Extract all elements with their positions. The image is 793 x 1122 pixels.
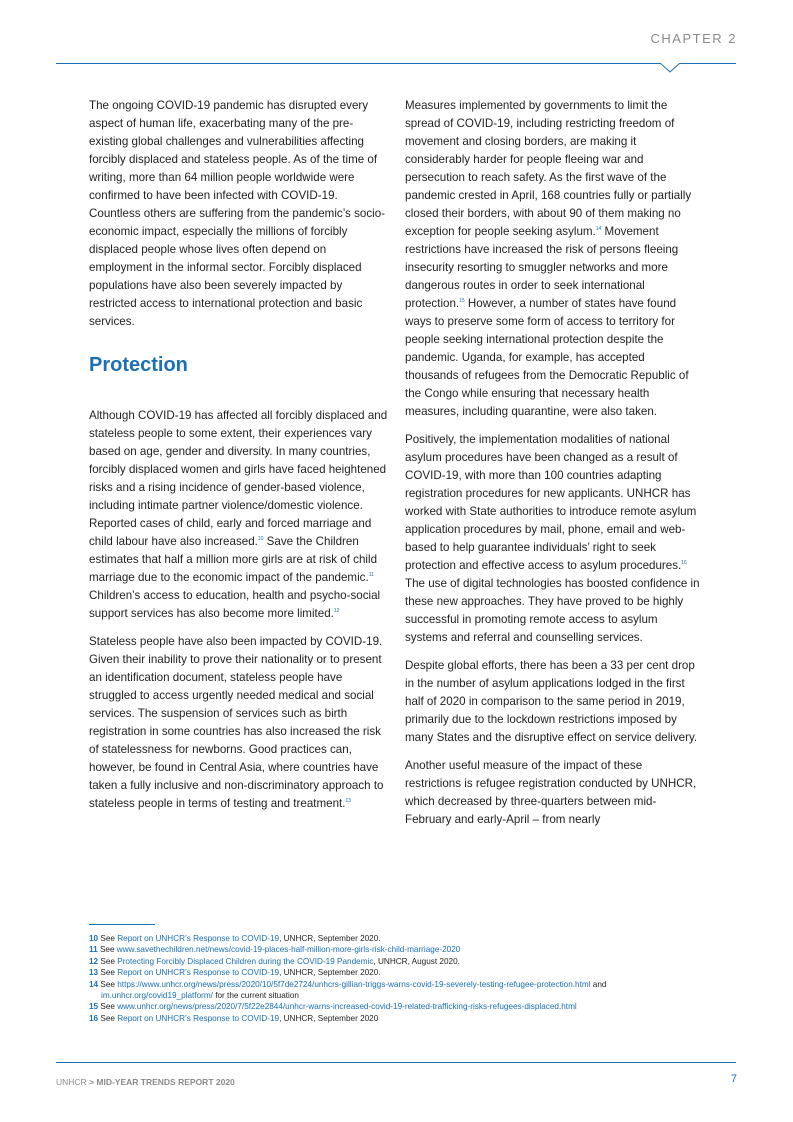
right-column: [405, 97, 701, 839]
measures-paragraph: Measures implemented by governments to limit the spread of COVID-19, including restricting freedom of movement and closing borders, are making it considerably harder for people fleeing war and persecution to reach safety. As the first wave of the pandemic crested in April, 168 countries fully or partially closed their borders, with about 90 of them making no exception for people seeking asylum.$^{14}$ Movement restrictions have increased the risk of persons fleeing insecurity resorting to smuggler networks and more dangerous routes in order to seek international protection.$^{15}$ However, a number of states have found ways to preserve some form of access to territory for people seeking international protection despite the pandemic. Uganda, for example, has accepted thousands of refugees from the Democratic Republic of the Congo while ensuring that necessary health measures, including quarantine, were also taken.: [405, 99, 692, 418]
footnote-item: 14 See https://www.unhcr.org/news/press/2020/10/5f7de2724/unhcrs-gillian-triggs-warns-covid-19-severely-testing-refugee-protection.html and im.unhcr.org/covid19_platform/ for the current situation: [89, 979, 607, 1001]
footnote-link[interactable]: Report on UNHCR’s Response to COVID-19: [117, 968, 280, 978]
footnote-item: 11 See www.savethechildren.net/news/covid-19-places-half-million-more-girls-risk-child-marriage-2020: [89, 945, 461, 955]
intro-paragraph: The ongoing COVID-19 pandemic has disrupted every aspect of human life, exacerbating many of the pre-existing global challenges and vulnerabilities affecting forcibly displaced and stateless people. As of the time of writing, more than 64 million people worldwide were confirmed to have been infected with COVID-19. Countless others are suffering from the pandemic’s socio-economic impact, especially the millions of forcibly displaced people whose lives often depend on employment in the informal sector. Forcibly displaced populations have also been severely impacted by restricted access to international protection and basic services.: [89, 99, 386, 328]
footnote-link[interactable]: www.unhcr.org/news/press/2020/7/5f22e2844/unhcr-warns-increased-covid-19-related-trafficking-risks-refugees-displaced.html: [117, 1002, 577, 1012]
footnote-link[interactable]: im.unhcr.org/covid19_platform/: [101, 991, 213, 1001]
footnote-link[interactable]: https://www.unhcr.org/news/press/2020/10/5f7de2724/unhcrs-gillian-triggs-warns-covid-19-severely-testing-refugee-protection.html: [117, 979, 591, 989]
footnote-ref[interactable]: 15: [459, 298, 465, 305]
footnote-link[interactable]: Protecting Forcibly Displaced Children during the COVID-19 Pandemic: [117, 956, 374, 966]
footnote-ref[interactable]: 13: [345, 798, 352, 805]
left-column: [89, 97, 389, 823]
footnote-link[interactable]: Report on UNHCR’s Response to COVID-19: [117, 934, 280, 943]
footnote-item: 12 See Protecting Forcibly Displaced Children during the COVID-19 Pandemic, UNHCR, August 2020.: [89, 956, 460, 966]
footnote-item: 10 See Report on UNHCR’s Response to COVID-19, UNHCR, September 2020.: [89, 934, 381, 943]
registration-paragraph: Another useful measure of the impact of these restrictions is refugee registration conducted by UNHCR, which decreased by three-quarters between mid-February and early-April – from nearly: [405, 759, 697, 826]
footnote-ref[interactable]: 11: [368, 572, 374, 579]
footnote-link[interactable]: Report on UNHCR’s Response to COVID-19: [117, 1013, 280, 1023]
page-number: 7: [730, 1073, 737, 1085]
footer-rule: [56, 1062, 736, 1063]
chapter-label: CHAPTER 2: [650, 31, 737, 46]
footnote-item: 13 See Report on UNHCR’s Response to COVID-19, UNHCR, September 2020.: [89, 968, 381, 978]
section-heading-protection: Protection: [89, 354, 188, 376]
footnote-ref[interactable]: 14: [595, 226, 602, 233]
header-rule: [56, 63, 736, 64]
footer-breadcrumb: UNHCR > MID-YEAR TRENDS REPORT 2020: [56, 1077, 235, 1087]
footnote-ref[interactable]: 16: [681, 560, 687, 567]
footnote-ref[interactable]: 12: [333, 608, 340, 615]
footnotes: [89, 933, 709, 1024]
header-notch-icon: [660, 63, 680, 73]
footnote-link[interactable]: www.savethechildren.net/news/covid-19-places-half-million-more-girls-risk-child-marriage-2020: [116, 945, 461, 955]
footnote-item: 16 See Report on UNHCR’s Response to COVID-19, UNHCR, September 2020: [89, 1013, 379, 1023]
asylum-procedures-paragraph: Positively, the implementation modalities of national asylum procedures have been changed as a result of COVID-19, with more than 100 countries adapting registration procedures for new applicants. UNHCR has worked with State authorities to introduce remote asylum application procedures by mail, phone, email and web-based to help guarantee individuals’ right to seek protection and effective access to asylum procedures.$^{16}$ The use of digital technologies has boosted confidence in these new approaches. They have proved to be highly successful in promoting remote access to asylum systems and referral and counselling services.: [405, 433, 700, 644]
footnote-ref[interactable]: 10: [257, 536, 264, 543]
protection-paragraph-1: Although COVID-19 has affected all forcibly displaced and stateless people to some extent, their experiences vary based on age, gender and diversity. In many countries, forcibly displaced women and girls have faced heightened risks and a rising incidence of gender-based violence, including intimate partner violence/domestic violence. Reported cases of child, early and forced marriage and child labour have also increased.$^{10}$ Save the Children estimates that half a million more girls are at risk of child marriage due to the economic impact of the pandemic.$^{11}$ Children’s access to education, health and psycho-social support services has also become more limited.$^{12}$: [89, 409, 388, 620]
footnote-rule: [89, 924, 155, 925]
protection-paragraph-2: Stateless people have also been impacted by COVID-19. Given their inability to prove their nationality or to present an identification document, stateless people have struggled to access urgently needed medical and social services. The suspension of services such as birth registration in some countries has also increased the risk of statelessness for newborns. Good practices can, however, be found in Central Asia, where countries have taken a fully inclusive and non-discriminatory approach to stateless people in terms of testing and treatment.$^{13}$: [89, 635, 384, 810]
asylum-drop-paragraph: Despite global efforts, there has been a 33 per cent drop in the number of asylum applications lodged in the first half of 2020 in comparison to the same period in 2019, primarily due to the lockdown restrictions imposed by many States and the disruptive effect on service delivery.: [405, 659, 698, 744]
footnote-item: 15 See www.unhcr.org/news/press/2020/7/5f22e2844/unhcr-warns-increased-covid-19-related-trafficking-risks-refugees-displaced.html: [89, 1002, 577, 1012]
